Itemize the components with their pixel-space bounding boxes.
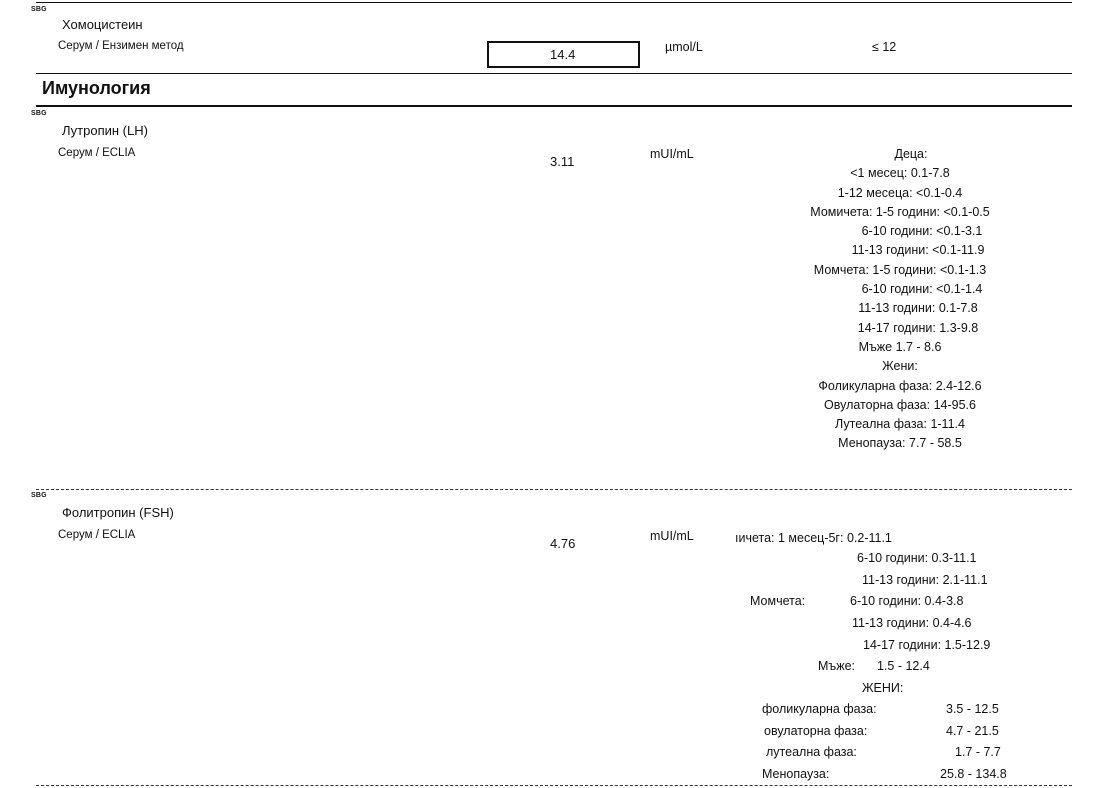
ref-line: Овулаторна фаза: 14-95.6 — [824, 397, 976, 412]
ref-line: 3.5 - 12.5 — [946, 702, 999, 716]
ref-line: овулаторна фаза: — [764, 724, 868, 738]
ref-line: 4.7 - 21.5 — [946, 724, 999, 738]
ref-line: Момчета: — [750, 594, 806, 608]
ref-line: Менопауза: 7.7 - 58.5 — [838, 436, 962, 451]
ref-line: 14-17 години: 1.5-12.9 — [863, 638, 991, 652]
dashed-divider — [36, 489, 1072, 490]
ref-line: ЖЕНИ: — [862, 681, 904, 695]
test-method-fsh: Серум / ECLIA — [58, 529, 136, 541]
ref-line: ıичета: 1 месец-5г: 0.2-11.1 — [735, 531, 892, 545]
test-method-lh: Серум / ECLIA — [58, 147, 136, 159]
unit-lh: mUI/mL — [650, 147, 694, 161]
ref-line: Мъже: — [818, 659, 856, 673]
ref-line: Момчета: 1-5 години: <0.1-1.3 — [813, 262, 987, 277]
ref-line: Мъже 1.7 - 8.6 — [858, 339, 942, 354]
result-lh: 3.11 — [550, 154, 575, 169]
result-homocysteine: 14.4 — [550, 47, 576, 62]
reference-lh — [760, 145, 1040, 454]
ref-line: Лутеална фаза: 1-11.4 — [835, 417, 965, 432]
ref-line: 11-13 години: <0.1-11.9 — [851, 243, 985, 258]
sbg-marker: SBG — [31, 492, 47, 499]
reference-homocysteine: ≤ 12 — [872, 40, 897, 54]
ref-line: Менопауза: — [762, 767, 830, 781]
ref-line: 25.8 - 134.8 — [940, 767, 1007, 781]
test-name-lh: Лутропин (LH) — [62, 123, 148, 138]
test-name-homocysteine: Хомоцистеин — [62, 17, 143, 32]
ref-line: <1 месец: 0.1-7.8 — [850, 166, 950, 181]
section-divider-bottom — [36, 105, 1072, 107]
ref-line: Момичета: 1-5 години: <0.1-0.5 — [810, 204, 990, 219]
test-name-fsh: Фолитропин (FSH) — [62, 505, 174, 520]
ref-line: Жени: — [882, 359, 918, 374]
ref-line: 6-10 години: 0.3-11.1 — [857, 551, 977, 565]
dashed-divider — [36, 785, 1072, 786]
ref-line: 14-17 години: 1.3-9.8 — [857, 320, 979, 335]
ref-line: Деца: — [894, 147, 928, 161]
unit-homocysteine: µmol/L — [665, 40, 703, 54]
ref-line: 1.5 - 12.4 — [877, 659, 930, 673]
ref-line: 11-13 години: 2.1-11.1 — [862, 573, 988, 587]
ref-line: 6-10 години: 0.4-3.8 — [850, 594, 964, 608]
section-divider-top — [36, 73, 1072, 74]
unit-fsh: mUI/mL — [650, 529, 694, 543]
top-divider — [36, 2, 1072, 3]
sbg-marker: SBG — [31, 6, 47, 13]
ref-line: 11-13 години: 0.1-7.8 — [858, 301, 978, 316]
ref-line: 1.7 - 7.7 — [955, 745, 1001, 759]
ref-line: 6-10 години: <0.1-1.4 — [861, 282, 983, 297]
section-title: Имунология — [42, 78, 151, 98]
ref-line: 1-12 месеца: <0.1-0.4 — [837, 185, 963, 200]
ref-line: Фоликуларна фаза: 2.4-12.6 — [818, 378, 982, 393]
ref-line: лутеална фаза: — [766, 745, 857, 759]
ref-line: 6-10 години: <0.1-3.1 — [861, 224, 983, 239]
test-method-homocysteine: Серум / Ензимен метод — [58, 40, 184, 52]
sbg-marker: SBG — [31, 110, 47, 117]
result-fsh: 4.76 — [550, 536, 576, 551]
ref-line: фоликуларна фаза: — [762, 702, 877, 716]
ref-line: 11-13 години: 0.4-4.6 — [852, 616, 972, 630]
